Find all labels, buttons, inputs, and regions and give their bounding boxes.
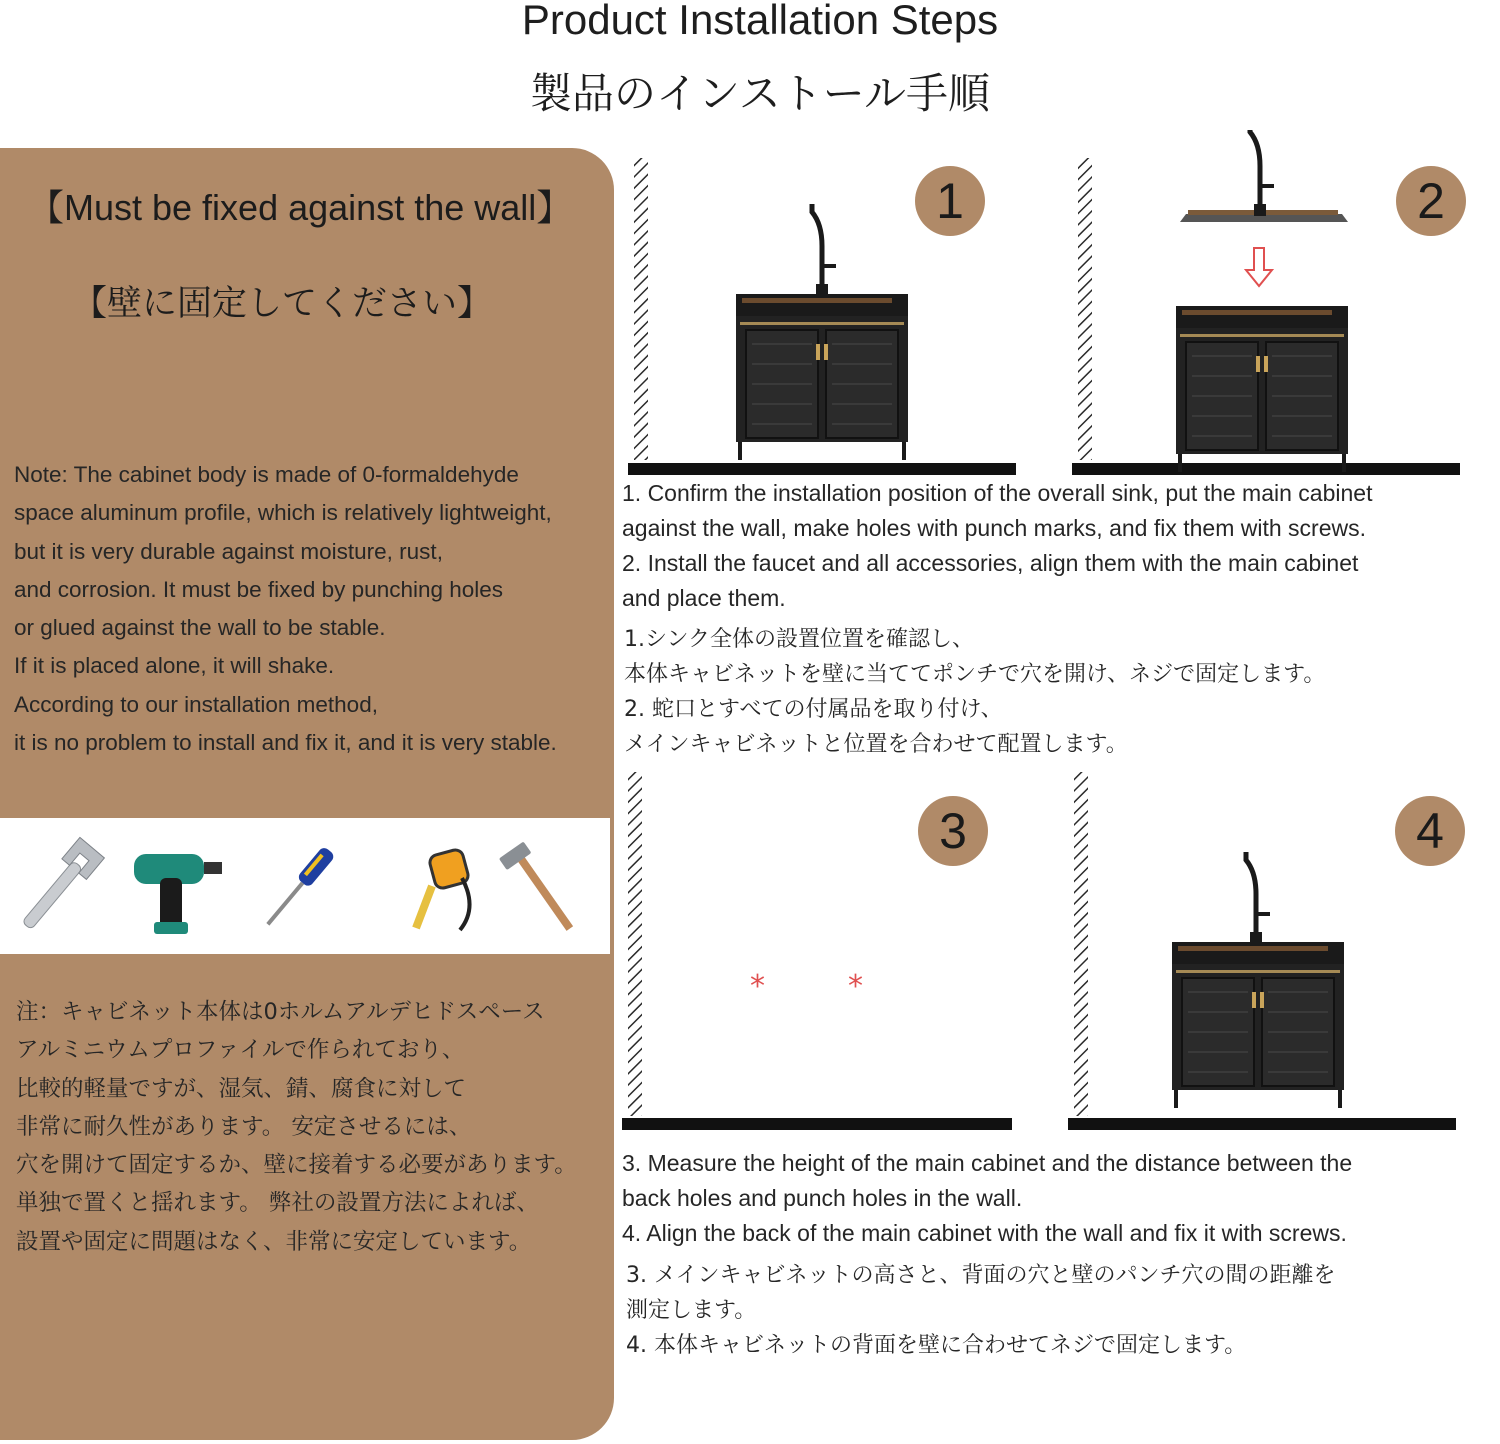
steps-3-4-text-jp xyxy=(626,1258,1336,1363)
step-line: against the wall, make holes with punch marks, and fix them with screws. xyxy=(622,515,1366,541)
step-line: 1. Confirm the installation position of the overall sink, put the main cabinet xyxy=(622,480,1373,506)
punch-mark-icon: * xyxy=(848,969,863,1004)
page-title: Product Installation Steps xyxy=(521,0,999,43)
note-line-jp: アルミニウムプロファイルで作られており、 xyxy=(16,1037,465,1064)
step-badge: 1 xyxy=(915,166,985,236)
screwdriver-icon xyxy=(240,818,360,954)
step-line-jp: 本体キャビネットを壁に当ててポンチで穴を開け、ネジで固定します。 xyxy=(624,662,1326,687)
step-badge: 3 xyxy=(918,796,988,866)
note-line-jp: 注：キャビネット本体は0ホルムアルデヒドスペース xyxy=(16,999,545,1025)
note-line: and corrosion. It must be fixed by punching holes xyxy=(14,576,504,602)
step-badge: 2 xyxy=(1396,166,1466,236)
note-line-jp: 設置や固定に問題はなく、非常に安定しています。 xyxy=(16,1228,532,1255)
steps-3-4-text xyxy=(622,1146,1352,1251)
step-line-jp: 2. 蛇口とすべての付属品を取り付け、 xyxy=(624,697,1003,722)
step-line-jp: 3. メインキャビネットの高さと、背面の穴と壁のパンチ穴の間の距離を xyxy=(626,1263,1336,1288)
tape-measure-icon xyxy=(360,818,480,954)
note-line: but it is very durable against moisture, rust, xyxy=(14,538,443,564)
note-line: space aluminum profile, which is relatively lightweight, xyxy=(14,500,552,526)
step-line: 2. Install the faucet and all accessories, align them with the main cabinet xyxy=(622,550,1359,576)
wrench-icon xyxy=(0,818,120,954)
panel-heading: 【Must be fixed against the wall】 xyxy=(28,187,573,228)
tools-strip xyxy=(0,818,610,954)
panel-heading-jp: 【壁に固定してください】 xyxy=(72,284,493,324)
impact-drill-icon xyxy=(120,818,240,954)
steps-1-2-text-jp xyxy=(624,622,1325,762)
step-line: back holes and punch holes in the wall. xyxy=(622,1185,1023,1211)
step-line-jp: 1.シンク全体の設置位置を確認し、 xyxy=(624,627,975,652)
note-line: If it is placed alone, it will shake. xyxy=(14,653,335,679)
note-text-jp xyxy=(16,993,616,1261)
note-line-jp: 単独で置くと揺れます。 弊社の設置方法によれば、 xyxy=(16,1190,539,1217)
step-line-jp: メインキャビネットと位置を合わせて配置します。 xyxy=(624,732,1128,757)
note-line-jp: 穴を開けて固定するか、壁に接着する必要があります。 xyxy=(16,1152,577,1179)
note-line: According to our installation method, xyxy=(14,691,378,717)
step-line-jp: 4. 本体キャビネットの背面を壁に合わせてネジで固定します。 xyxy=(626,1333,1247,1358)
step-badge: 4 xyxy=(1395,796,1465,866)
note-line-jp: 比較的軽量ですが、湿気、錆、腐食に対して xyxy=(16,1075,467,1102)
step-line: and place them. xyxy=(622,585,786,611)
step-line-jp: 測定します。 xyxy=(626,1298,757,1323)
punch-mark-icon: * xyxy=(750,969,765,1004)
hammer-icon xyxy=(480,818,600,954)
page-title-jp: 製品のインストール手順 xyxy=(530,69,990,118)
steps-1-2-text xyxy=(622,476,1372,616)
step-line: 3. Measure the height of the main cabinet and the distance between the xyxy=(622,1150,1353,1176)
note-line: or glued against the wall to be stable. xyxy=(14,615,386,641)
step-line: 4. Align the back of the main cabinet with the wall and fix it with screws. xyxy=(622,1220,1347,1246)
note-line-jp: 非常に耐久性があります。 安定させるには、 xyxy=(16,1113,472,1140)
note-text xyxy=(14,456,620,762)
note-line: it is no problem to install and fix it, and it is very stable. xyxy=(14,730,557,756)
note-line: Note: The cabinet body is made of 0-formaldehyde xyxy=(14,462,519,487)
